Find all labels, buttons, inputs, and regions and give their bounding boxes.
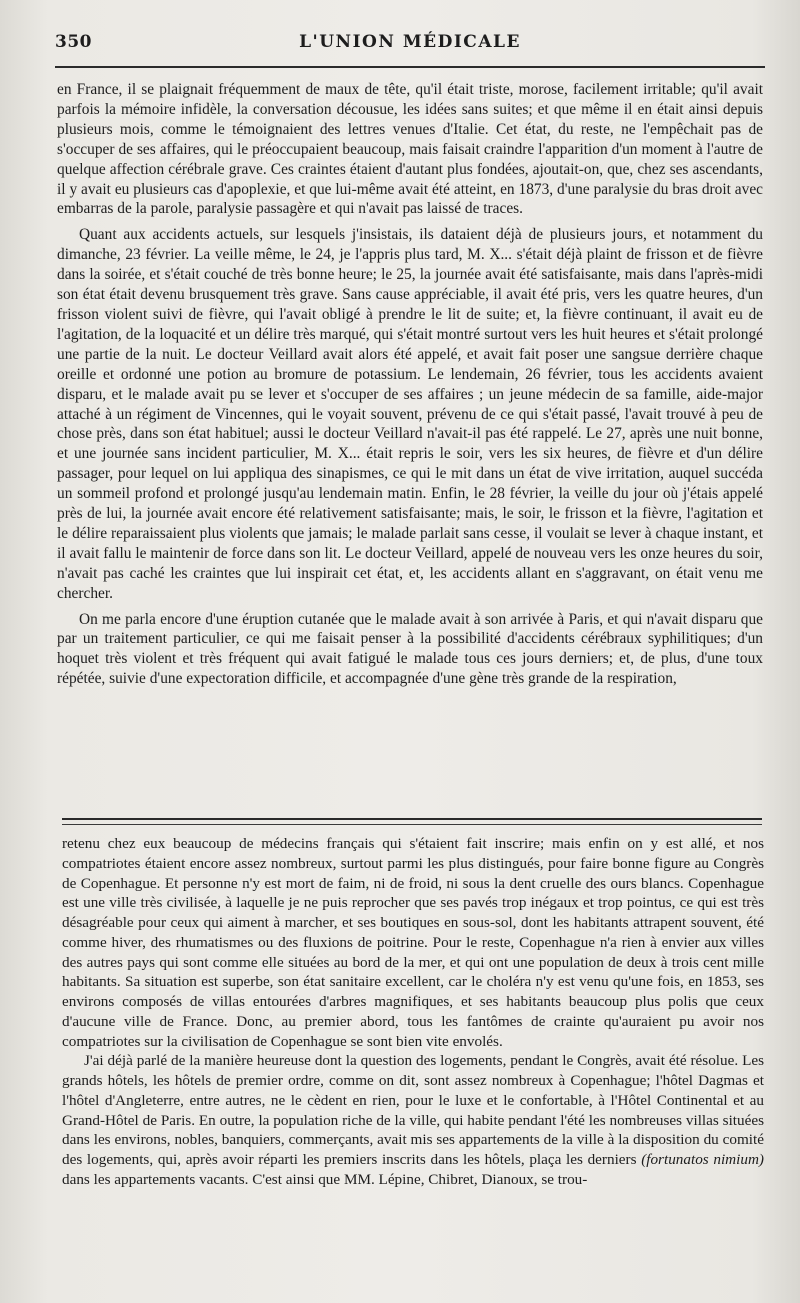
page-header	[55, 30, 765, 60]
feuilleton-text: J'ai déjà parlé de la manière heureuse dont la question des logements, pendant le Congrès, avait été résolue. Les grands hôtels, les hôtels de premier ordre, comme on dit, sont assez nombreux à Copenhague; l'hôtel Dagmas et l'hôtel d'Angleterre, entre autres, ne le cèdent en rien, pour le luxe et le confortable, à l'Hôtel Continental et au Grand-Hôtel de Paris. En outre, la population riche de la ville, qui habite pendant l'été les nombreuses villas situées dans les environs, nobles, banquiers, commerçants, avait mis ses appartements de la ville à la disposition du comité des logements, qui, après avoir réparti les premiers inscrits dans les hôtels, plaça les derniers	[62, 1052, 764, 1168]
feuilleton-text: dans les appartements vacants. C'est ainsi que MM. Lépine, Chibret, Dianoux, se trou-	[62, 1170, 588, 1188]
feuilleton-paragraph	[62, 1051, 764, 1189]
header-rule	[55, 66, 765, 68]
running-title: L'UNION MÉDICALE	[299, 32, 521, 52]
main-article	[57, 80, 763, 689]
feuilleton	[62, 834, 764, 1190]
main-paragraph: Quant aux accidents actuels, sur lesquels j'insistais, ils dataient déjà de plusieurs jours, et notamment du dimanche, 23 février. La veille même, le 24, je l'appris plus tard, M. X... s'était déjà plaint de frisson et de fièvre dans la soirée, et s'était couché de très bonne heure; le 25, la journée avait été satisfaisante, mais dans l'après-midi son état était devenu brusquement très grave. Sans cause appréciable, il avait été pris, vers les quatre heures, d'un frisson violent suivi de fièvre, qui l'avait obligé à prendre le lit de suite; et, la fièvre continuant, il avait eu de l'agitation, de la loquacité et un délire très marqué, qui s'était montré surtout vers les huit heures et s'était prolongé une partie de la nuit. Le docteur Veillard avait alors été appelé, et avait fait poser une sangsue derrière chaque oreille et ordonné une potion au bromure de potassium. Le lendemain, 26 février, tous les accidents avaient disparu, et le malade avait pu se lever et s'occuper de ses affaires ; un jeune médecin de sa famille, aide-major attaché à un régiment de Vincennes, qui le voyait souvent, prévenu de ce qui s'était passé, l'avait trouvé à peu de chose près, dans son état habituel; aussi le docteur Veillard n'avait-il pas été rappelé. Le 27, après une nuit bonne, et une journée sans incident particulier, M. X... était repris le soir, vers les six heures, de fièvre et d'un délire passager, pour lequel on lui appliqua des sinapismes, ce qui le mit dans un état de vive irritation, auquel succéda un sommeil profond et prolongé jusqu'au lendemain matin. Enfin, le 28 février, la veille du jour où j'étais appelé près de lui, la journée avait encore été relativement satisfaisante; mais, le soir, le frisson et la fièvre, l'agitation et le délire reparaissaient plus violents que jamais; le malade parlait sans cesse, il voulait se lever à chaque instant, et il avait fallu le maintenir de force dans son lit. Le docteur Veillard, appelé de nouveau vers les onze heures du soir, n'avait pas caché les craintes que lui inspirait cet état, et, les accidents allant en s'aggravant, on était venu me chercher.	[57, 226, 763, 602]
latin-phrase: (fortunatos nimium)	[641, 1151, 764, 1168]
main-paragraph: en France, il se plaignait fréquemment de maux de tête, qu'il était triste, morose, facilement irritable; qu'il avait parfois la mémoire infidèle, la conversation décousue, les idées sans suites; et que même il en était ainsi depuis plusieurs mois, comme le témoignaient des lettres venues d'Italie. Cet état, du reste, ne l'empêchait pas de s'occuper de ses affaires, qui le préoccupaient beaucoup, mais faisait craindre l'apparition d'un moment à l'autre de quelque affection cérébrale grave. Ces craintes étaient d'autant plus fondées, ajoutait-on, que, chez ses ascendants, il y avait eu plusieurs cas d'apoplexie, et que lui-même avait été atteint, en 1873, d'une paralysie du bras droit avec embarras de la parole, paralysie passagère et qui n'avait pas laissé de traces.	[57, 81, 763, 218]
page-number: 350	[55, 32, 92, 52]
main-paragraph: On me parla encore d'une éruption cutanée que le malade avait à son arrivée à Paris, et qui n'avait disparu que par un traitement particulier, ce qui me faisait penser à la possibilité d'accidents cérébraux syphilitiques; d'un hoquet très violent et très fréquent qui avait fatigué le malade tous ces jours derniers; et, de plus, d'une toux répétée, suivie d'une expectoration difficile, et accompagnée d'une gène très grande de la respiration,	[57, 610, 763, 688]
feuilleton-paragraph: retenu chez eux beaucoup de médecins français qui s'étaient fait inscrire; mais enfin on y est allé, et nos compatriotes étaient encore assez nombreux, surtout parmi les plus distingués, pour faire bonne figure au Congrès de Copenhague. Et personne n'y est mort de faim, ni de froid, ni sous la dent cruelle des ours blancs. Copenhague est une ville très civilisée, à laquelle je ne puis reprocher que ses pavés trop inégaux et trop pointus, ce qui est très désagréable pour ceux qui aiment à marcher, et ses boutiques en sous-sol, dont les habitants attrapent souvent, été comme hiver, des rhumatismes ou des fluxions de poitrine. Pour le reste, Copenhague n'a rien à envier aux villes des autres pays qui sont comme elle situées au bord de la mer, et qui ont une population de deux à trois cent mille habitants. Sa situation est superbe, son état sanitaire excellent, car le choléra n'y est venu qu'une fois, en 1853, ses environs composés de villas entourées d'arbres magnifiques, et ses habitants beaucoup plus polis que ceux d'aucune ville de France. Donc, au premier abord, tous les fantômes de crainte qu'auraient pu avoir nos compatriotes sur la civilisation de Copenhague se sont bien vite envolés.	[62, 835, 764, 1050]
feuilleton-separator	[62, 818, 762, 825]
